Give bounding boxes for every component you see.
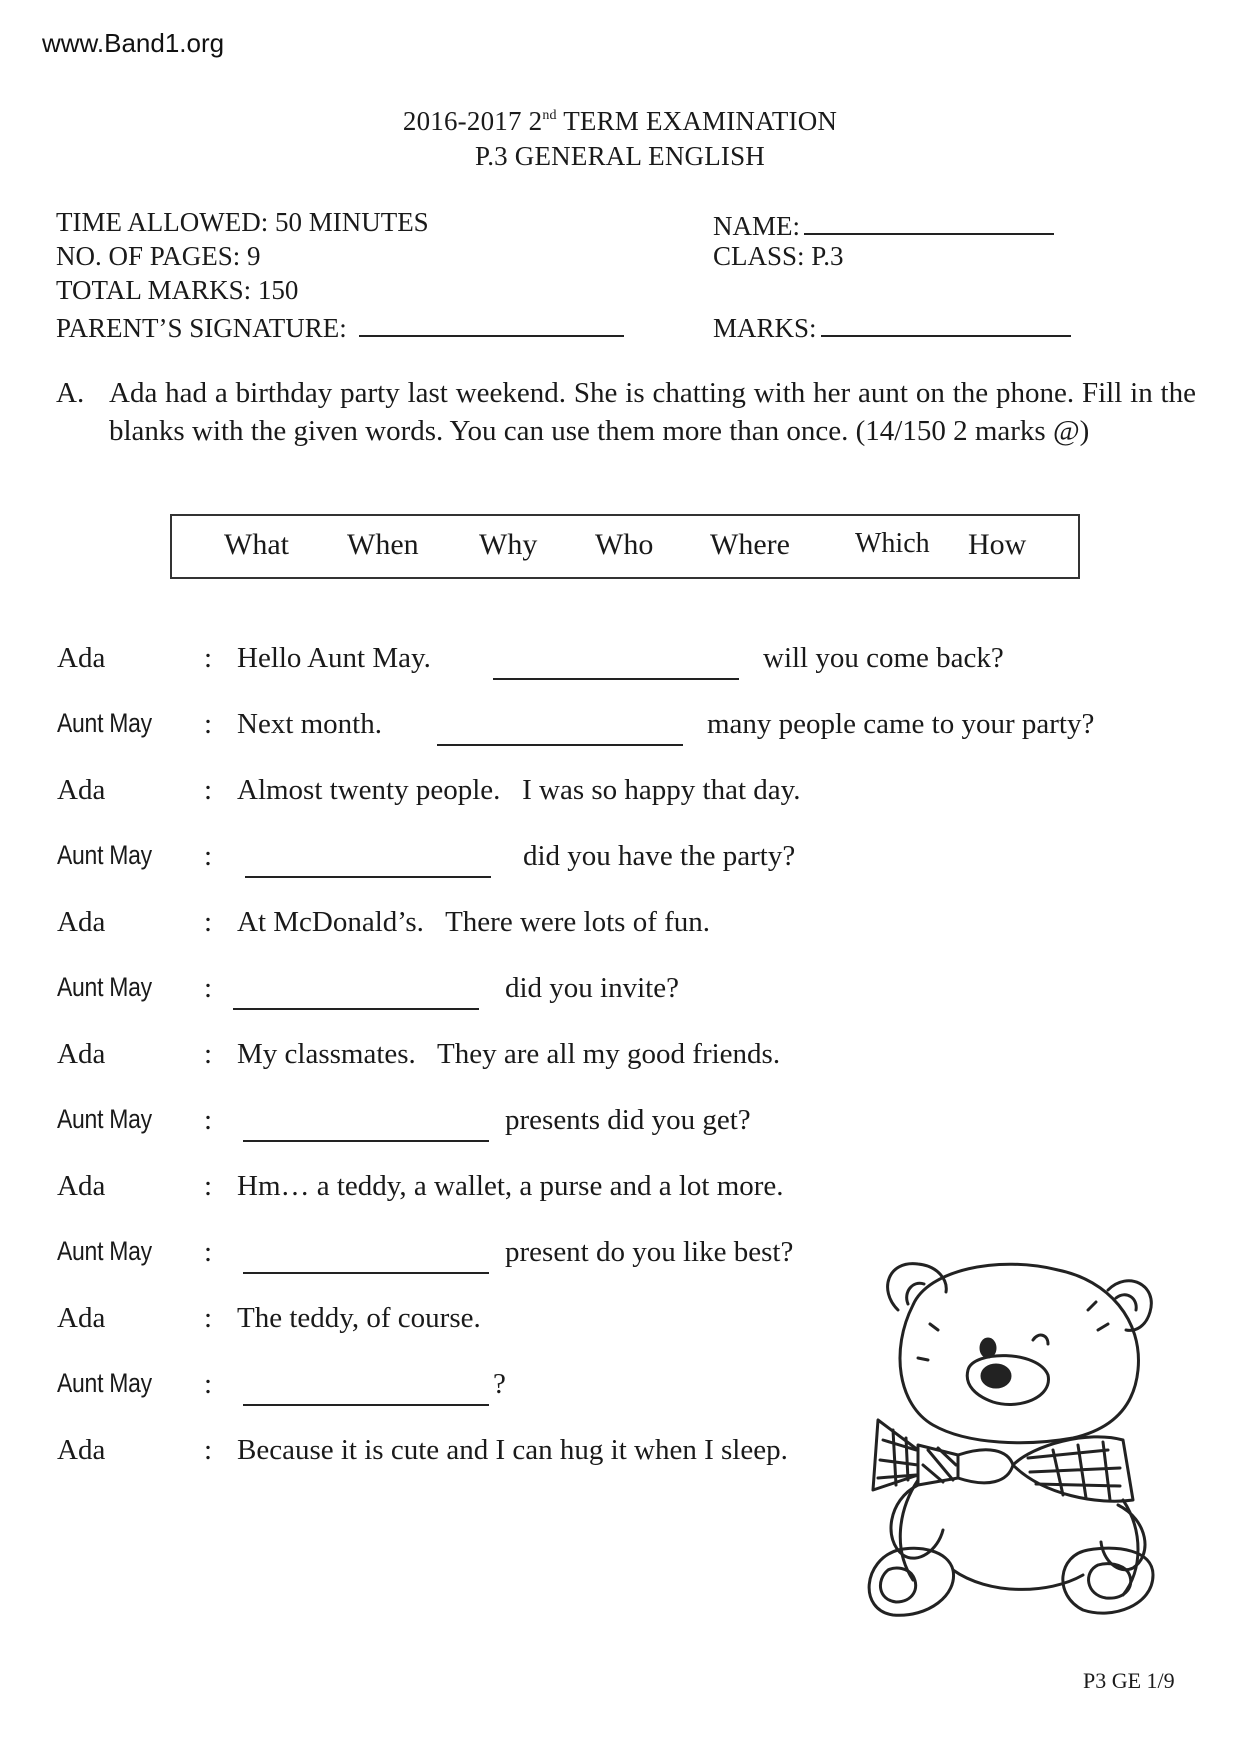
speaker-colon: : [204, 906, 213, 938]
dialogue-line [57, 642, 1197, 682]
question-number: A. [56, 377, 85, 409]
marks-label: MARKS: [713, 313, 817, 343]
dialogue-text: The teddy, of course. [237, 1302, 481, 1334]
parent-signature-row [56, 307, 624, 345]
speaker-colon: : [204, 774, 213, 806]
speaker-name: Aunt May [57, 972, 152, 1002]
speaker-name: Ada [57, 1302, 106, 1334]
dialogue-line [57, 840, 1197, 880]
answer-blank[interactable] [243, 1272, 489, 1274]
dialogue-text: will you come back? [763, 642, 1004, 674]
page-footer: P3 GE 1/9 [1083, 1668, 1175, 1693]
word-bank-item: How [968, 528, 1027, 561]
speaker-colon: : [204, 1434, 213, 1466]
answer-blank[interactable] [437, 744, 683, 746]
word-bank-item: Which [855, 528, 930, 559]
speaker-colon: : [204, 1104, 213, 1136]
answer-blank[interactable] [233, 1008, 479, 1010]
dialogue-text: present do you like best? [505, 1236, 794, 1268]
speaker-colon: : [204, 1170, 213, 1202]
dialogue-text: many people came to your party? [707, 708, 1095, 740]
dialogue-text: Hello Aunt May. [237, 642, 431, 674]
dialogue-text: did you have the party? [523, 840, 796, 872]
dialogue-line [57, 708, 1197, 748]
word-bank-item: Where [710, 528, 790, 561]
speaker-colon: : [204, 1368, 213, 1400]
dialogue-line [57, 774, 1197, 814]
time-allowed: TIME ALLOWED: 50 MINUTES [56, 207, 429, 237]
speaker-name: Ada [57, 1038, 106, 1070]
question-a [56, 374, 1196, 450]
parent-signature-field[interactable] [359, 307, 624, 337]
marks-row [713, 307, 1071, 345]
answer-blank[interactable] [243, 1404, 489, 1406]
dialogue-text: did you invite? [505, 972, 679, 1004]
speaker-name: Aunt May [57, 1104, 152, 1134]
speaker-name: Ada [57, 1434, 106, 1466]
name-label: NAME: [713, 211, 800, 241]
dialogue-text: ? [493, 1368, 506, 1400]
word-bank-item: What [224, 528, 289, 561]
class-label: CLASS: P.3 [713, 241, 844, 271]
exam-title-rest: TERM EXAMINATION [556, 106, 838, 136]
speaker-colon: : [204, 642, 213, 674]
speaker-name: Aunt May [57, 1236, 152, 1266]
speaker-colon: : [204, 1302, 213, 1334]
speaker-colon: : [204, 972, 213, 1004]
speaker-colon: : [204, 708, 213, 740]
dialogue-text: My classmates. They are all my good friends. [237, 1038, 781, 1070]
speaker-colon: : [204, 840, 213, 872]
speaker-colon: : [204, 1236, 213, 1268]
answer-blank[interactable] [493, 678, 739, 680]
dialogue-text: At McDonald’s. There were lots of fun. [237, 906, 711, 938]
dialogue-line [57, 1170, 1197, 1210]
dialogue-line [57, 1104, 1197, 1144]
website-watermark: www.Band1.org [42, 28, 225, 58]
speaker-colon: : [204, 1038, 213, 1070]
dialogue-line [57, 1038, 1197, 1078]
question-instructions: Ada had a birthday party last weekend. She is chatting with her aunt on the phone. Fill in the blanks with the given words. You can use them more than once. (14/150 2 marks @) [109, 377, 1196, 447]
exam-title [0, 106, 1240, 137]
speaker-name: Ada [57, 906, 106, 938]
dialogue-text: Next month. [237, 708, 382, 740]
dialogue-text: Because it is cute and I can hug it when I sleep. [237, 1434, 788, 1466]
speaker-name: Aunt May [57, 1368, 152, 1398]
teddy-bear-illustration [858, 1250, 1168, 1620]
answer-blank[interactable] [245, 876, 491, 878]
speaker-name: Ada [57, 774, 106, 806]
speaker-name: Aunt May [57, 840, 152, 870]
marks-field[interactable] [821, 307, 1071, 337]
answer-blank[interactable] [243, 1140, 489, 1142]
dialogue-line [57, 906, 1197, 946]
name-field[interactable] [804, 205, 1054, 235]
speaker-name: Ada [57, 1170, 106, 1202]
dialogue-text: presents did you get? [505, 1104, 751, 1136]
exam-subtitle: P.3 GENERAL ENGLISH [474, 141, 766, 171]
dialogue-line [57, 972, 1197, 1012]
word-bank-item: Who [595, 528, 654, 561]
dialogue-text: Hm… a teddy, a wallet, a purse and a lot more. [237, 1170, 784, 1202]
number-of-pages: NO. OF PAGES: 9 [56, 241, 261, 271]
exam-title-superscript: nd [542, 108, 557, 123]
word-bank-item: Why [479, 528, 538, 561]
speaker-name: Aunt May [57, 708, 152, 738]
word-bank-item: When [347, 528, 419, 561]
speaker-name: Ada [57, 642, 106, 674]
total-marks: TOTAL MARKS: 150 [56, 275, 299, 305]
dialogue-text: Almost twenty people. I was so happy that day. [237, 774, 801, 806]
name-row [713, 205, 1054, 243]
word-bank [170, 514, 1080, 579]
exam-title-year: 2016-2017 2 [402, 106, 543, 136]
parent-signature-label: PARENT’S SIGNATURE: [56, 313, 347, 343]
